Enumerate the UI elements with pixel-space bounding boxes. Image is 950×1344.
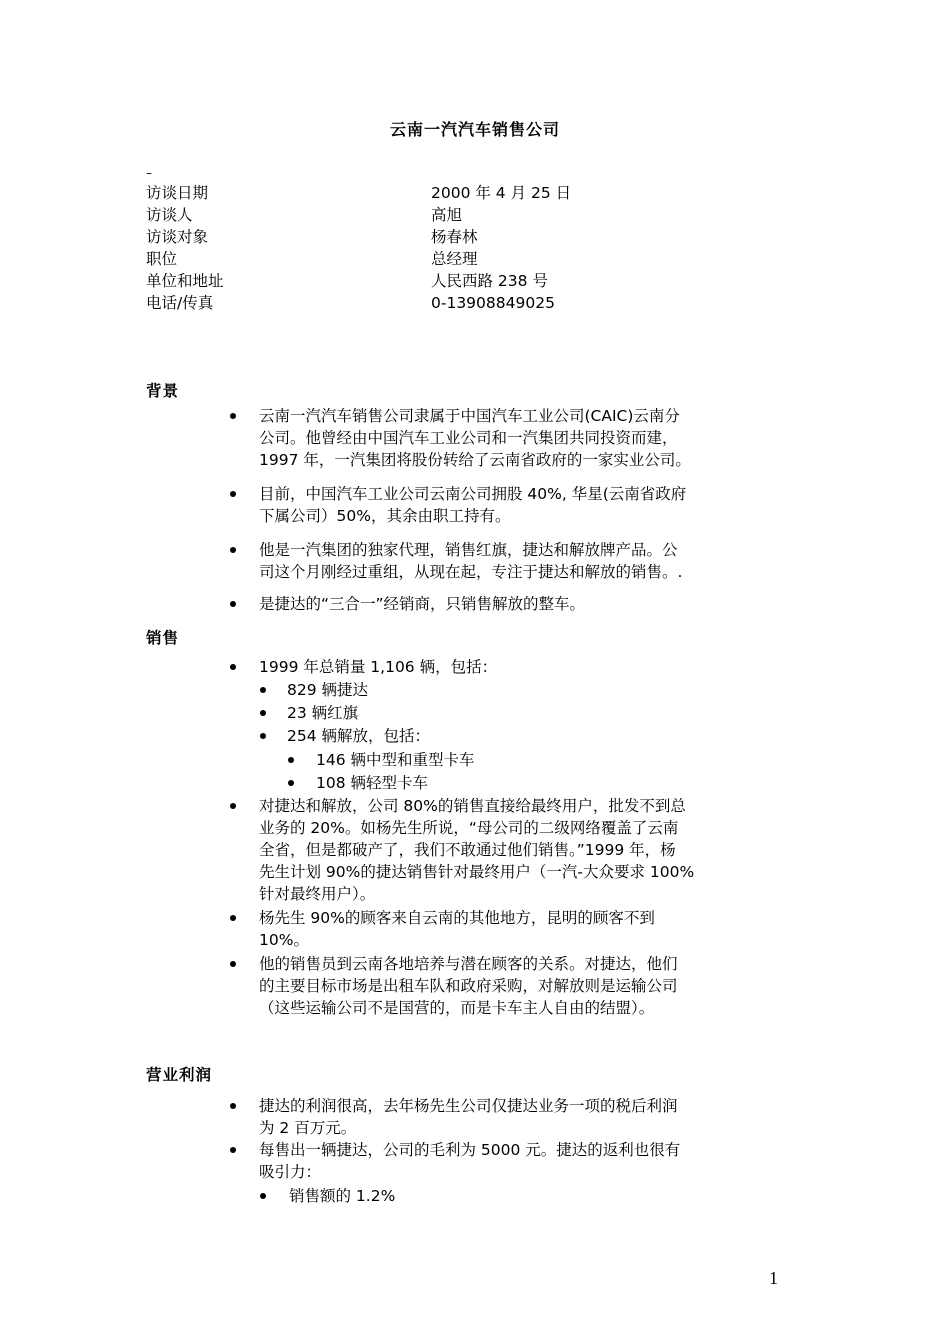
list-item: [259, 483, 686, 527]
list-item-line: 全省，但是都破产了，我们不敢通过他们销售。”1999 年，杨: [259, 841, 676, 859]
info-value: 杨春林: [431, 228, 478, 246]
bullet-icon: [230, 1147, 236, 1153]
list-item-line: （这些运输公司不是国营的，而是卡车主人自由的结盟）。: [259, 999, 655, 1017]
section-heading-profit: 营业利润: [146, 1066, 213, 1084]
info-value: 2000 年 4 月 25 日: [431, 184, 572, 202]
bullet-icon: [230, 601, 236, 607]
list-item-line: 每售出一辆捷达，公司的毛利为 5000 元。捷达的返利也很有: [259, 1141, 681, 1159]
bullet-icon: [260, 1193, 266, 1199]
list-item: [259, 795, 694, 905]
page-number: 1: [769, 1268, 778, 1288]
info-label: 电话/传真: [146, 294, 214, 312]
bullet-icon: [230, 547, 236, 553]
list-item: [259, 539, 682, 583]
list-item-line: 是捷达的“三合一”经销商，只销售解放的整车。: [259, 595, 586, 613]
info-label: 单位和地址: [146, 272, 224, 290]
page-title: 云南一汽汽车销售公司: [389, 120, 560, 139]
section-heading-background: 背景: [146, 382, 180, 400]
info-row: [146, 270, 746, 292]
sales-total: 1999 年总销量 1,106 辆，包括：: [259, 658, 498, 676]
list-item: [259, 953, 678, 1019]
list-item-line: 他是一汽集团的独家代理，销售红旗，捷达和解放牌产品。公: [259, 541, 678, 559]
sales-medium-heavy: 146 辆中型和重型卡车: [316, 751, 475, 769]
list-item: [259, 593, 585, 615]
info-value: 人民西路 238 号: [431, 272, 548, 290]
list-item-line: 杨先生 90%的顾客来自云南的其他地方，昆明的顾客不到: [259, 909, 655, 927]
info-value: 0-13908849025: [431, 294, 555, 312]
list-item-line: 司这个月刚经过重组，从现在起，专注于捷达和解放的销售。.: [259, 563, 683, 581]
list-item-line: 对捷达和解放，公司 80%的销售直接给最终用户，批发不到总: [259, 797, 686, 815]
info-row: [146, 292, 746, 314]
info-label: 访谈人: [146, 206, 193, 224]
list-item-line: 为 2 百万元。: [259, 1119, 357, 1137]
info-label: 职位: [146, 250, 178, 268]
bullet-icon: [260, 733, 266, 739]
info-row: [146, 226, 746, 248]
sales-light: 108 辆轻型卡车: [316, 774, 429, 792]
list-item: [259, 405, 691, 471]
bullet-icon: [230, 1103, 236, 1109]
info-row: [146, 204, 746, 226]
info-value: 总经理: [431, 250, 478, 268]
bullet-icon: [230, 915, 236, 921]
list-item-line: 的主要目标市场是出租车队和政府采购，对解放则是运输公司: [259, 977, 678, 995]
bullet-icon: [288, 757, 294, 763]
sales-jiefang: 254 辆解放，包括：: [287, 727, 431, 745]
interview-info: [146, 182, 746, 314]
list-item-line: 捷达的利润很高，去年杨先生公司仅捷达业务一项的税后利润: [259, 1097, 678, 1115]
bullet-icon: [230, 803, 236, 809]
profit-sub-item: 销售额的 1.2%: [289, 1187, 396, 1205]
bullet-icon: [260, 710, 266, 716]
list-item-line: 吸引力：: [259, 1163, 322, 1181]
sales-jetta: 829 辆捷达: [287, 681, 369, 699]
bullet-icon: [230, 961, 236, 967]
list-item-line: 下属公司）50%，其余由职工持有。: [259, 507, 511, 525]
bullet-icon: [260, 687, 266, 693]
info-value: 高旭: [431, 206, 463, 224]
bullet-icon: [288, 780, 294, 786]
list-item-line: 针对最终用户）。: [259, 885, 376, 903]
bullet-icon: [230, 413, 236, 419]
list-item-line: 1997 年，一汽集团将股份转给了云南省政府的一家实业公司。: [259, 451, 691, 469]
info-row: [146, 182, 746, 204]
list-item-line: 业务的 20%。如杨先生所说，“母公司的二级网络覆盖了云南: [259, 819, 679, 837]
list-item-line: 公司。他曾经由中国汽车工业公司和一汽集团共同投资而建，: [259, 429, 678, 447]
sales-hongqi: 23 辆红旗: [287, 704, 359, 722]
list-item-line: 他的销售员到云南各地培养与潜在顾客的关系。对捷达，他们: [259, 955, 678, 973]
list-item: [259, 1139, 680, 1183]
bullet-icon: [230, 664, 236, 670]
info-label: 访谈日期: [146, 184, 209, 202]
list-item: [259, 907, 655, 951]
separator-dash: –: [146, 166, 152, 180]
bullet-icon: [230, 491, 236, 497]
info-label: 访谈对象: [146, 228, 209, 246]
list-item-line: 目前，中国汽车工业公司云南公司拥股 40%, 华星(云南省政府: [259, 485, 687, 503]
list-item-line: 云南一汽汽车销售公司隶属于中国汽车工业公司(CAIC)云南分: [259, 407, 680, 425]
info-row: [146, 248, 746, 270]
section-heading-sales: 销售: [146, 629, 180, 647]
list-item: [259, 1095, 678, 1139]
list-item-line: 先生计划 90%的捷达销售针对最终用户（一汽-大众要求 100%: [259, 863, 695, 881]
list-item-line: 10%。: [259, 931, 309, 949]
